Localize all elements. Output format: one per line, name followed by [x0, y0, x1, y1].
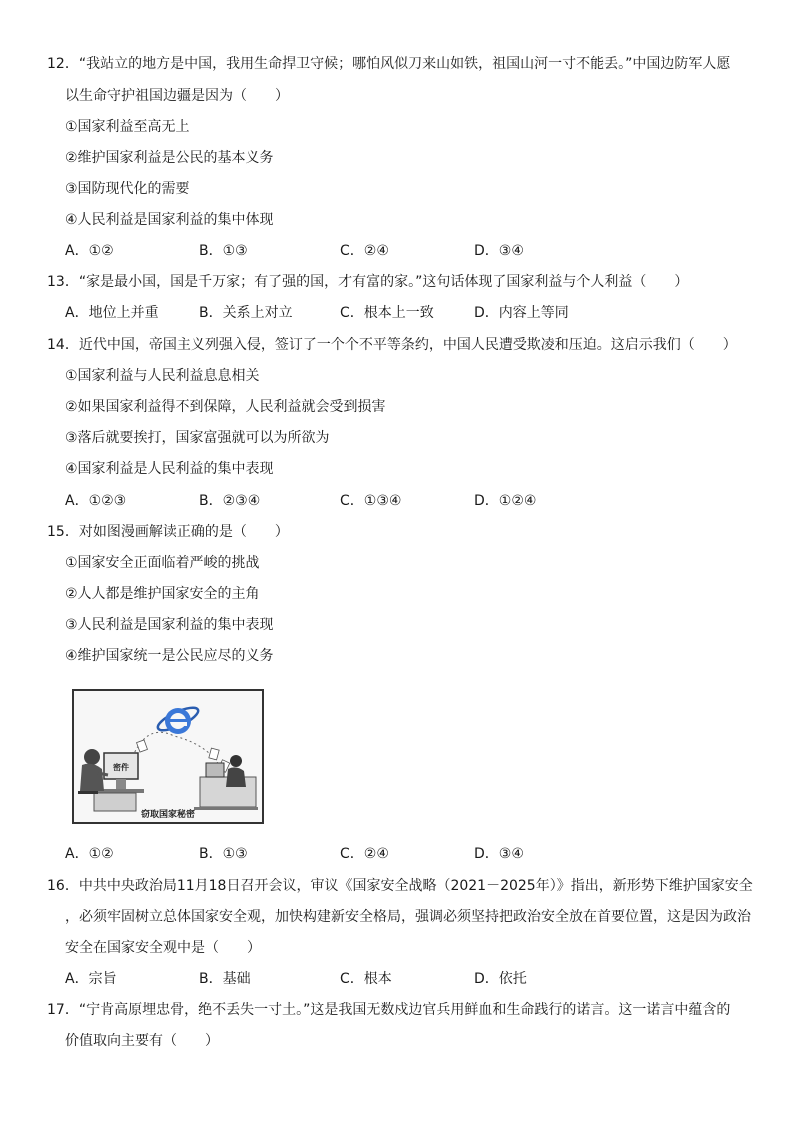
q15-item-4: ④维护国家统一是公民应尽的义务 [65, 648, 274, 664]
q15-option-c[interactable]: C．②④ [340, 846, 389, 862]
q15-item-1: ①国家安全正面临着严峻的挑战 [65, 555, 260, 571]
q15-item-2: ②人人都是维护国家安全的主角 [65, 586, 260, 602]
q16-option-c[interactable]: C．根本 [340, 971, 392, 987]
q15-option-a[interactable]: A．①② [65, 846, 114, 862]
q15-option-d[interactable]: D．③④ [474, 846, 524, 862]
q12-item-4: ④人民利益是国家利益的集中体现 [65, 212, 274, 228]
q14-item-4: ④国家利益是人民利益的集中表现 [65, 461, 274, 477]
q13-stem-line1: 13．“家是最小国，国是千万家；有了强的国，才有富的家。”这句话体现了国家利益与个人利益（ ） [47, 274, 689, 290]
cartoon-folder-label: 密件 [113, 763, 129, 772]
q16-stem-line2: ，必须牢固树立总体国家安全观，加快构建新安全格局，强调必须坚持把政治安全放在首要位置，这是因为政治 [65, 909, 751, 925]
q14-stem-line1: 14．近代中国，帝国主义列强入侵，签订了一个个不平等条约，中国人民遭受欺凌和压迫。这启示我们（ ） [47, 337, 737, 353]
q12-option-d[interactable]: D．③④ [474, 243, 524, 259]
q12-option-c[interactable]: C．②④ [340, 243, 389, 259]
q13-option-d[interactable]: D．内容上等同 [474, 305, 569, 321]
q14-item-3: ③落后就要挨打，国家富强就可以为所欲为 [65, 430, 330, 446]
q14-option-d[interactable]: D．①②④ [474, 493, 537, 509]
q15-item-3: ③人民利益是国家利益的集中表现 [65, 617, 274, 633]
q16-option-a[interactable]: A．宗旨 [65, 971, 117, 987]
q17-stem-line1: 17．“宁肯高原埋忠骨，绝不丢失一寸土。”这是我国无数戍边官兵用鲜血和生命践行的诺言。这一诺言中蕴含的 [47, 1002, 731, 1018]
espionage-cartoon [72, 689, 264, 824]
cartoon-caption: 窃取国家秘密 [140, 810, 195, 820]
q14-item-1: ①国家利益与人民利益息息相关 [65, 368, 260, 384]
q14-item-2: ②如果国家利益得不到保障，人民利益就会受到损害 [65, 399, 386, 415]
internet-e-icon [155, 703, 201, 734]
q12-stem-line1: 12．“我站立的地方是中国，我用生命捍卫守候；哪怕风似刀来山如铁，祖国山河一寸不能丢。”中国边防军人愿 [47, 56, 731, 72]
cartoon-drawing [74, 691, 262, 822]
q12-item-1: ①国家利益至高无上 [65, 119, 190, 135]
q14-option-b[interactable]: B．②③④ [199, 493, 261, 509]
q12-stem-line2: 以生命守护祖国边疆是因为（ ） [65, 88, 289, 104]
q13-option-a[interactable]: A．地位上并重 [65, 305, 159, 321]
q15-stem-line1: 15．对如图漫画解读正确的是（ ） [47, 524, 289, 540]
q14-option-a[interactable]: A．①②③ [65, 493, 127, 509]
q12-item-2: ②维护国家利益是公民的基本义务 [65, 150, 274, 166]
q14-option-c[interactable]: C．①③④ [340, 493, 402, 509]
spy-desk-scene [78, 749, 144, 811]
q16-option-b[interactable]: B．基础 [199, 971, 251, 987]
q16-stem-line3: 安全在国家安全观中是（ ） [65, 940, 261, 956]
q13-option-c[interactable]: C．根本上一致 [340, 305, 434, 321]
q13-option-b[interactable]: B．关系上对立 [199, 305, 293, 321]
q15-option-b[interactable]: B．①③ [199, 846, 248, 862]
q16-option-d[interactable]: D．依托 [474, 971, 527, 987]
q12-option-b[interactable]: B．①③ [199, 243, 248, 259]
q17-stem-line2: 价值取向主要有（ ） [65, 1033, 219, 1049]
q16-stem-line1: 16．中共中央政治局11月18日召开会议，审议《国家安全战略（2021－2025年）》指出，新形势下维护国家安全 [47, 878, 753, 894]
q12-item-3: ③国防现代化的需要 [65, 181, 190, 197]
q12-option-a[interactable]: A．①② [65, 243, 114, 259]
